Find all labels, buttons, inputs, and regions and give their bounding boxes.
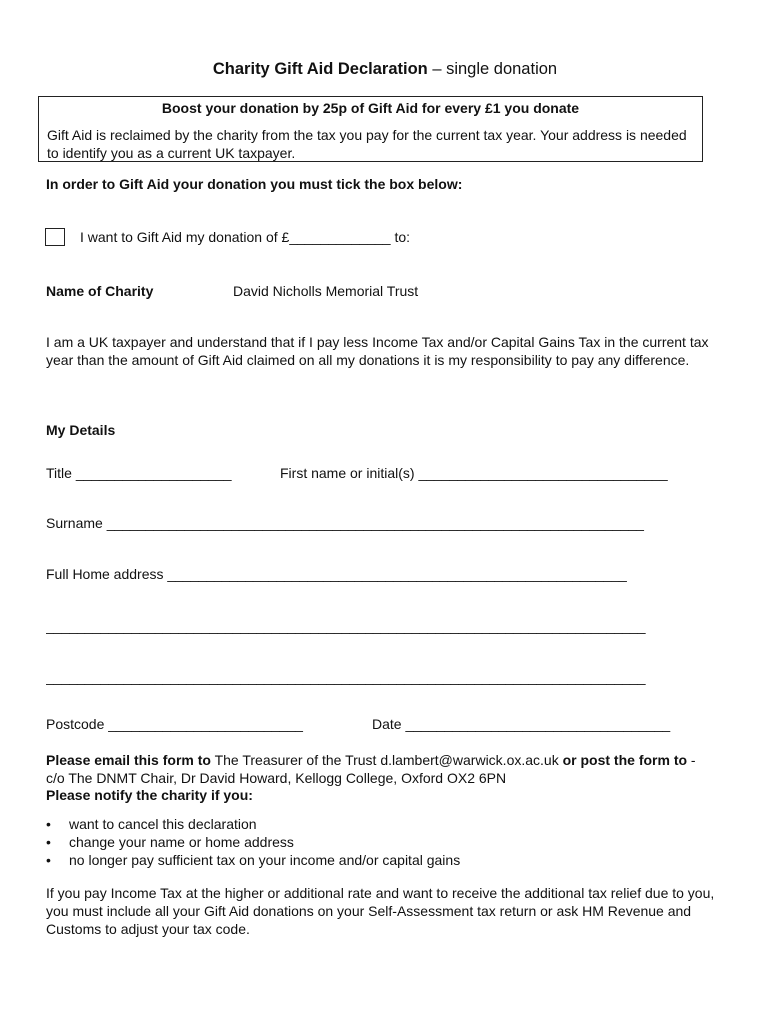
boost-heading: Boost your donation by 25p of Gift Aid for every £1 you donate xyxy=(161,100,580,116)
title-rest: – single donation xyxy=(427,60,558,78)
notify-list xyxy=(46,815,716,869)
title-field[interactable]: Title ____________________ xyxy=(46,465,232,481)
address-field[interactable]: Full Home address ___________________________________________________________ xyxy=(46,566,627,582)
address-line-3[interactable]: _____________________________________________________________________________ xyxy=(46,669,646,685)
surname-field[interactable]: Surname _____________________________________________________________________ xyxy=(46,515,644,531)
charity-name: David Nicholls Memorial Trust xyxy=(233,283,419,299)
gift-aid-checkbox[interactable] xyxy=(45,228,65,246)
email-recipient: The Treasurer of the Trust d.lambert@warwick.ox.ac.uk xyxy=(210,752,563,768)
gift-aid-statement: I want to Gift Aid my donation of £_____________ to: xyxy=(80,229,411,245)
tick-instruction: In order to Gift Aid your donation you must tick the box below: xyxy=(46,176,463,192)
post-lead: or post the form to xyxy=(562,752,688,768)
address-line-2[interactable]: _____________________________________________________________________________ xyxy=(46,618,646,634)
my-details-heading: My Details xyxy=(46,422,116,438)
notify-heading: Please notify the charity if you: xyxy=(46,787,253,803)
taxpayer-declaration: I am a UK taxpayer and understand that if I pay less Income Tax and/or Capital Gains Tax in the current tax year than the amount of Gift Aid claimed on all my donations it is my responsibility to pay any difference. xyxy=(46,334,709,368)
first-name-field[interactable]: First name or initial(s) ________________________________ xyxy=(280,465,668,481)
post-address: - c/o The DNMT Chair, Dr David Howard, Kellogg College, Oxford OX2 6PN xyxy=(46,752,696,786)
list-item: • no longer pay sufficient tax on your income and/or capital gains xyxy=(46,851,716,869)
date-field[interactable]: Date __________________________________ xyxy=(372,716,671,732)
submission-instructions xyxy=(46,751,718,787)
boost-text: Gift Aid is reclaimed by the charity from the tax you pay for the current tax year. Your address is needed to identify you as a current UK taxpayer. xyxy=(47,127,687,161)
list-item: • want to cancel this declaration xyxy=(46,815,716,833)
email-lead: Please email this form to xyxy=(46,752,211,768)
title-bold: Charity Gift Aid Declaration xyxy=(212,60,428,78)
list-item: • change your name or home address xyxy=(46,833,716,851)
higher-rate-note: If you pay Income Tax at the higher or additional rate and want to receive the additional tax relief due to you, you must include all your Gift Aid donations on your Self-Assessment tax return or ask HM Revenue and Customs to adjust your tax code. xyxy=(46,885,715,937)
postcode-field[interactable]: Postcode _________________________ xyxy=(46,716,303,732)
boost-box xyxy=(38,96,703,162)
page-title xyxy=(0,60,770,79)
charity-label: Name of Charity xyxy=(46,283,154,299)
